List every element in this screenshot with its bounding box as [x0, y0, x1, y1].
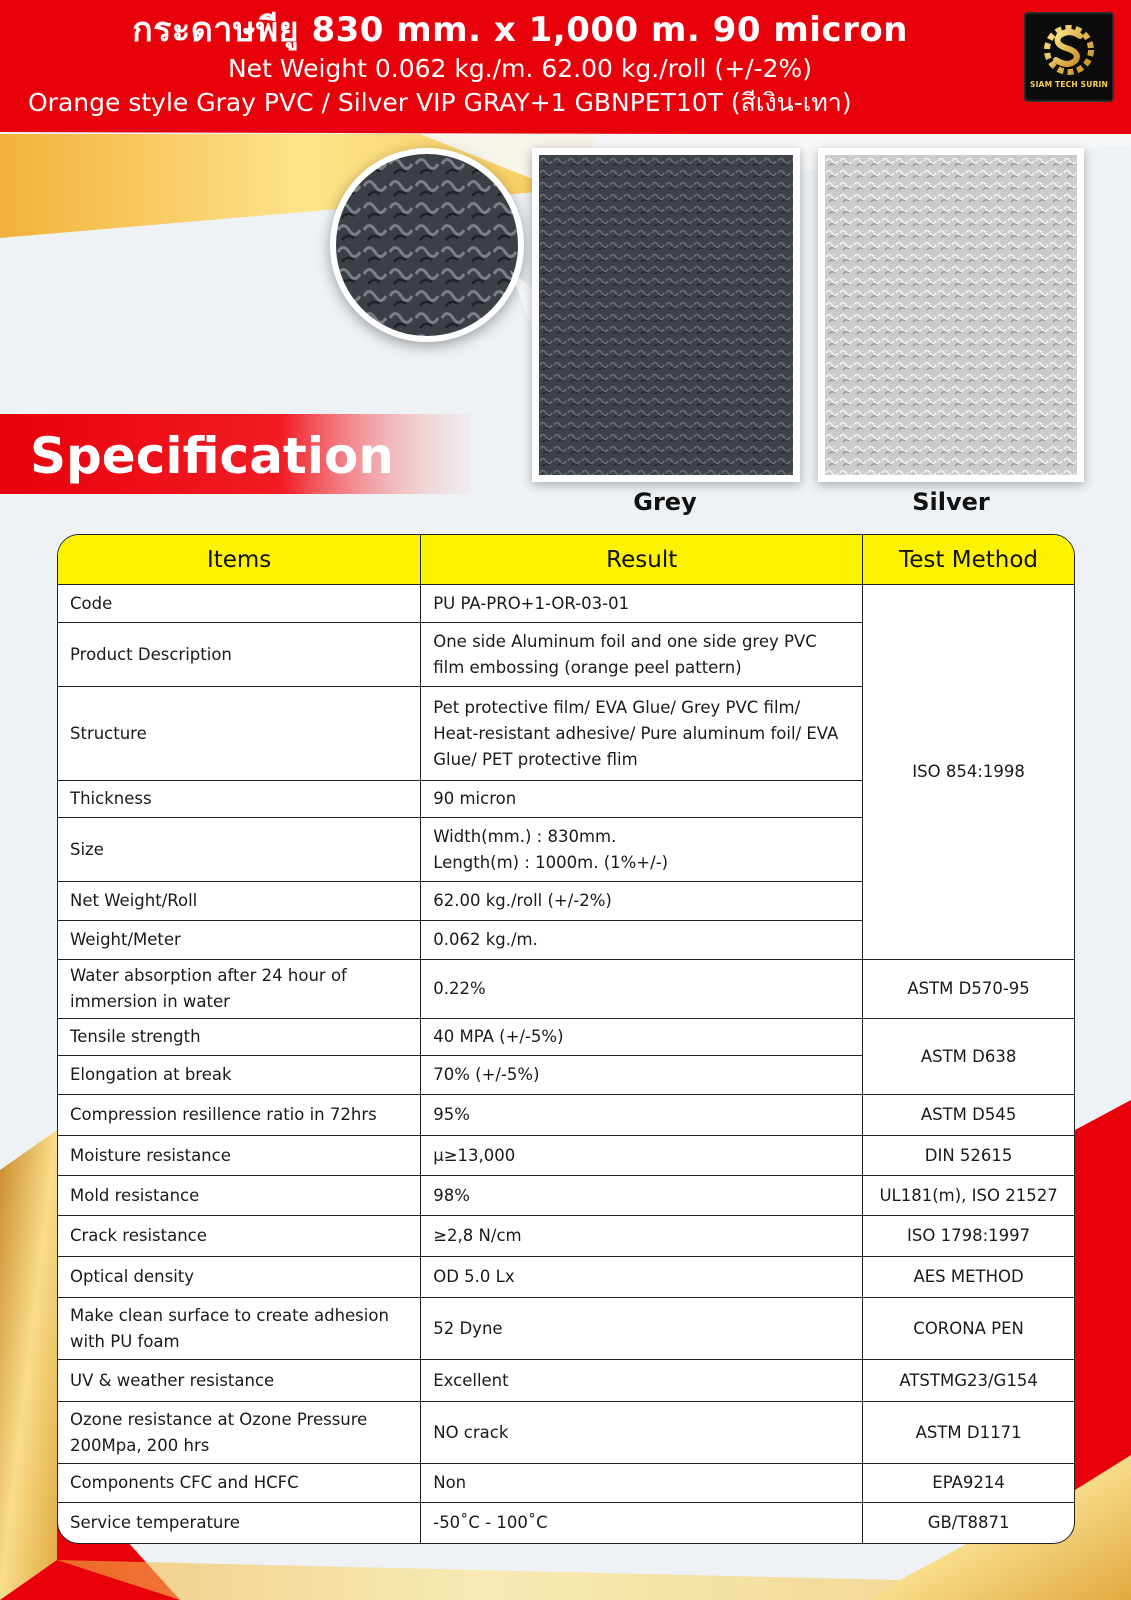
row-item: Tensile strength: [58, 1019, 421, 1056]
row-item: Thickness: [58, 781, 421, 818]
table-row: [58, 1257, 1074, 1298]
row-result: OD 5.0 Lx: [421, 1257, 863, 1298]
silver-label: Silver: [912, 488, 990, 516]
row-method: ASTM D638: [863, 1019, 1074, 1095]
table-row: [58, 1019, 1074, 1056]
row-result: -50˚C - 100˚C: [421, 1503, 863, 1543]
company-logo: [1024, 12, 1114, 102]
row-method: AES METHOD: [863, 1257, 1074, 1298]
table-row: [58, 1298, 1074, 1360]
table-row: [58, 1464, 1074, 1503]
row-method: CORONA PEN: [863, 1298, 1074, 1360]
row-result: Non: [421, 1464, 863, 1503]
header-result: Result: [421, 535, 863, 585]
row-item: UV & weather resistance: [58, 1360, 421, 1402]
row-item: Service temperature: [58, 1503, 421, 1543]
table-row: [58, 585, 1074, 623]
row-result: 62.00 kg./roll (+/-2%): [421, 882, 863, 921]
row-item: Compression resillence ratio in 72hrs: [58, 1095, 421, 1136]
row-result: Pet protective film/ EVA Glue/ Grey PVC film/ Heat-resistant adhesive/ Pure aluminum foil/ EVA Glue/ PET protective flim: [421, 687, 863, 781]
table-row: [58, 1136, 1074, 1176]
table-row: [58, 960, 1074, 1019]
row-method: ATSTMG23/G154: [863, 1360, 1074, 1402]
row-item: Weight/Meter: [58, 921, 421, 960]
row-result: 95%: [421, 1095, 863, 1136]
table-row: [58, 1095, 1074, 1136]
row-item: Optical density: [58, 1257, 421, 1298]
table-row: [58, 1402, 1074, 1464]
gear-s-logo-icon: [1026, 14, 1112, 80]
row-result: PU PA-PRO+1-OR-03-01: [421, 585, 863, 623]
row-result: ≥2,8 N/cm: [421, 1216, 863, 1257]
texture-zoom-image: [330, 148, 524, 342]
style-line: Orange style Gray PVC / Silver VIP GRAY+1 GBNPET10T (สีเงิน-เทา): [28, 88, 852, 117]
row-method: UL181(m), ISO 21527: [863, 1176, 1074, 1216]
row-method: ISO 1798:1997: [863, 1216, 1074, 1257]
specification-table: [57, 534, 1075, 1544]
table-header-row: [58, 535, 1074, 585]
row-item: Code: [58, 585, 421, 623]
row-result: 98%: [421, 1176, 863, 1216]
row-item: Mold resistance: [58, 1176, 421, 1216]
header-method: Test Method: [863, 535, 1074, 585]
logo-text: SIAM TECH SURIN: [1029, 80, 1109, 89]
grey-swatch-image: [532, 148, 800, 482]
row-item: Water absorption after 24 hour of immersion in water: [58, 960, 421, 1019]
size-width: Width(mm.) : 830mm.: [433, 826, 617, 846]
header-items: Items: [58, 535, 421, 585]
row-result: 52 Dyne: [421, 1298, 863, 1360]
table-row: [58, 1360, 1074, 1402]
row-item: Product Description: [58, 623, 421, 687]
table-row: [58, 1176, 1074, 1216]
section-title: Specification: [30, 427, 394, 485]
product-title: กระดาษพียู 830 mm. x 1,000 m. 90 micron: [132, 10, 908, 50]
silver-swatch-image: [818, 148, 1084, 482]
row-result: Excellent: [421, 1360, 863, 1402]
row-method: DIN 52615: [863, 1136, 1074, 1176]
row-item: Make clean surface to create adhesion with PU foam: [58, 1298, 421, 1360]
table-row: [58, 1216, 1074, 1257]
header: [0, 8, 1040, 86]
row-item: Crack resistance: [58, 1216, 421, 1257]
row-result: 0.062 kg./m.: [421, 921, 863, 960]
row-result: μ≥13,000: [421, 1136, 863, 1176]
row-item: Size: [58, 818, 421, 882]
row-item: Structure: [58, 687, 421, 781]
row-result: 40 MPA (+/-5%): [421, 1019, 863, 1056]
table-row: [58, 1503, 1074, 1543]
row-result: [421, 818, 863, 882]
row-method: ISO 854:1998: [863, 585, 1074, 960]
row-method: ASTM D570-95: [863, 960, 1074, 1019]
row-item: Components CFC and HCFC: [58, 1464, 421, 1503]
row-result: 0.22%: [421, 960, 863, 1019]
row-method: GB/T8871: [927, 1513, 1010, 1532]
row-item: Ozone resistance at Ozone Pressure 200Mpa, 200 hrs: [58, 1402, 421, 1464]
row-item: Net Weight/Roll: [58, 882, 421, 921]
net-weight-line: Net Weight 0.062 kg./m. 62.00 kg./roll (+/-2%): [227, 54, 812, 83]
row-result: One side Aluminum foil and one side grey PVC film embossing (orange peel pattern): [421, 623, 863, 687]
row-result: 70% (+/-5%): [421, 1056, 863, 1095]
row-item: Moisture resistance: [58, 1136, 421, 1176]
grey-label: Grey: [633, 488, 697, 516]
row-result: NO crack: [421, 1402, 863, 1464]
row-method: EPA9214: [863, 1464, 1074, 1503]
row-method: ASTM D545: [863, 1095, 1074, 1136]
row-item: Elongation at break: [58, 1056, 421, 1095]
row-result: 90 micron: [421, 781, 863, 818]
size-length: Length(m) : 1000m. (1%+/-): [433, 852, 669, 872]
row-method: ASTM D1171: [863, 1402, 1074, 1464]
